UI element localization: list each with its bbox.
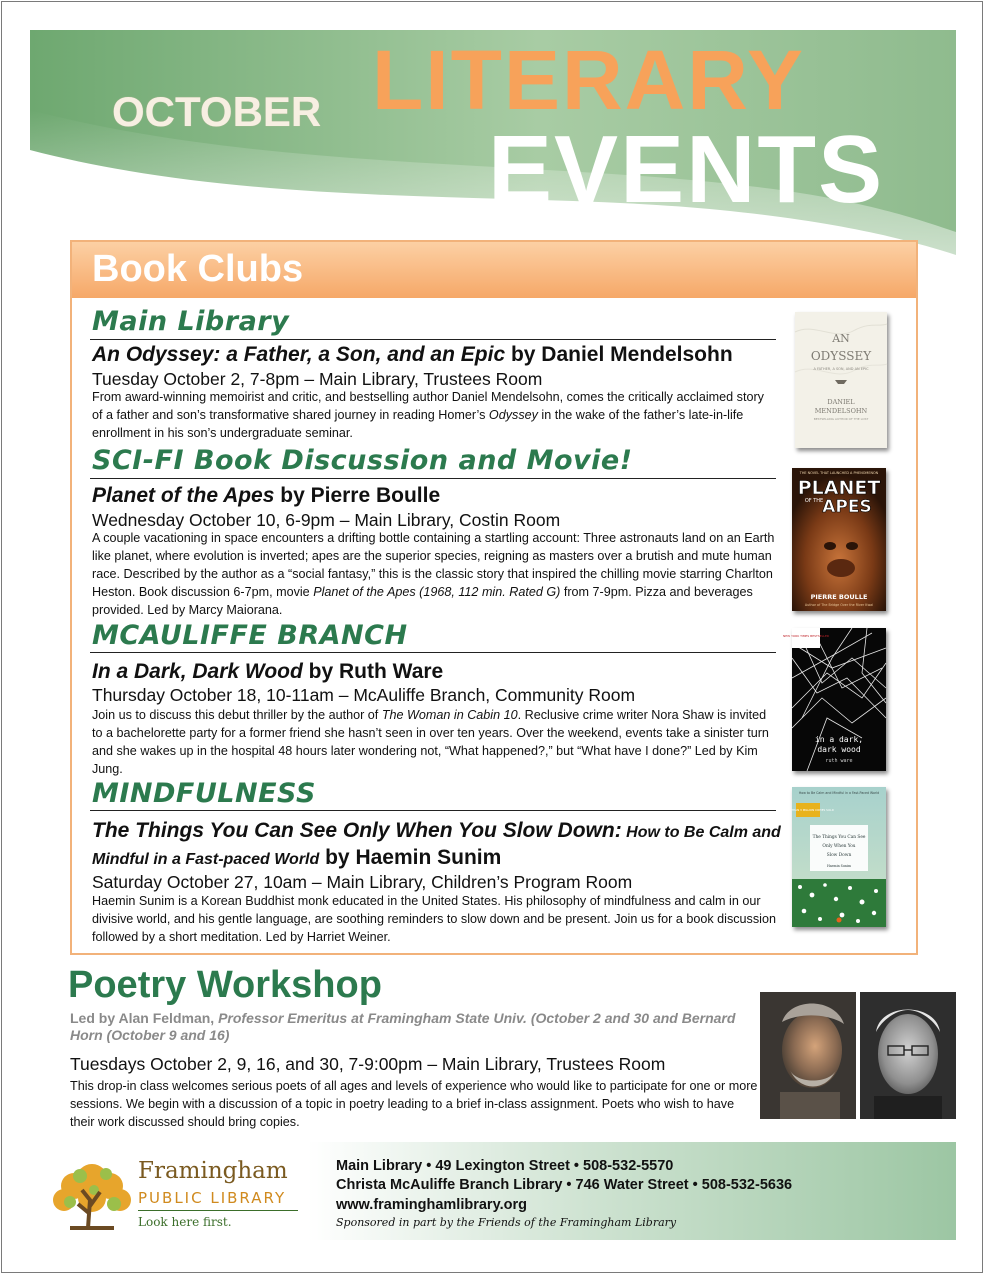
description-things: Haemin Sunim is a Korean Buddhist monk educated in the United States. His philosophy of mindfulness and calm in our divisive world, and his gentle language, are soothing reminders to slow down and be present. Join us for a book discussion followed by a short meditation. Led by Harriet Weiner. [92, 894, 776, 944]
cover-dark-wood-badge: NEW YORK TIMES BESTSELLER [783, 634, 829, 638]
cover-apes-title-3: APES [822, 497, 872, 517]
cover-odyssey-subtitle: A FATHER, A SON, AND AN EPIC [813, 367, 869, 371]
cover-things-art [782, 787, 886, 927]
title-events: EVENTS [488, 116, 885, 223]
tree-logo-icon [50, 1158, 134, 1230]
poetry-led-by: Led by Alan Feldman, Professor Emeritus at Framingham State Univ. (October 2 and 30 and Bernard Horn (October 9 and 16) [70, 1010, 736, 1043]
cover-dark-wood-title-2: dark wood [817, 745, 861, 754]
portrait-1-art [760, 992, 856, 1119]
cover-dark-wood-art [783, 628, 886, 771]
book-clubs-title: Book Clubs [92, 248, 304, 290]
book-cover-odyssey [795, 312, 887, 448]
cover-odyssey-title-2: ODYSSEY [810, 349, 872, 363]
poetry-time: Tuesdays October 2, 9, 16, and 30, 7-9:00pm – Main Library, Trustees Room [70, 1054, 666, 1074]
cover-things-title-1: The Things You Can See [812, 835, 866, 840]
cover-apes-title-2: OF THE [804, 498, 824, 504]
book-title-planet-of-the-apes: Planet of the Apes by Pierre Boulle [92, 484, 441, 507]
library-logo-subtitle: PUBLIC LIBRARY [138, 1189, 287, 1207]
description-planet-of-the-apes: A couple vacationing in space encounters a drifting bottle containing a startling account: Three astronauts land on an Earth like planet, where evolution is inverted; apes are the superior species, reigning as masters over a brutish and mute human race. Described by the author as a “social fantasy,” this is the classic story that inspired the chilling movie starring Charlton Heston. Book discussion 6-7pm, movie Planet of the Apes (1968, 112 min. Rated G) from 7-9pm. Pizza and beverages provided. Led by Marcy Maiorana. [92, 531, 775, 617]
book-title-things-line-2: Mindful in a Fast-paced World by Haemin Sunim [92, 846, 502, 869]
section-rule [90, 339, 776, 340]
poetry-description: This drop-in class welcomes serious poets of all ages and levels of experience who would like to participate for one or more sessions. We begin with a discussion of a topic in poetry leading to a brief in-class assignment. Poets who wish to have their work discussed should bring copies. [70, 1079, 758, 1129]
cover-things-top: How to Be Calm and Mindful in a Fast-Paced World [798, 791, 880, 795]
book-cover-things-you-can-see [782, 787, 886, 927]
event-time-dark-wood: Thursday October 18, 10-11am – McAuliffe Branch, Community Room [92, 685, 636, 705]
footer-main-library: Main Library • 49 Lexington Street • 508-532-5570 [336, 1158, 674, 1174]
cover-things-author: Haemin Sunim [826, 864, 852, 868]
book-cover-dark-wood [783, 628, 886, 771]
section-heading-mindfulness: MINDFULNESS [92, 778, 316, 809]
section-heading-main-library: Main Library [92, 306, 290, 337]
poetry-workshop-title: Poetry Workshop [68, 964, 382, 1006]
event-time-odyssey: Tuesday October 2, 7-8pm – Main Library, Trustees Room [92, 369, 543, 389]
title-october: OCTOBER [112, 88, 322, 135]
section-rule [90, 810, 776, 811]
cover-dark-wood-author: ruth ware [825, 758, 853, 764]
description-odyssey: From award-winning memoirist and critic, and bestselling author Daniel Mendelsohn, comes the critically acclaimed story of a father and son’s transformative shared journey in reading Homer’s Odyssey in the wake of the father’s late-in-life enrollment in his son’s undergraduate seminar. [92, 390, 764, 440]
cover-things-title-2: Only When You [822, 844, 856, 849]
cover-apes-author: PIERRE BOULLE [810, 593, 868, 601]
cover-odyssey-author-1: DANIEL [827, 398, 855, 406]
event-time-things: Saturday October 27, 10am – Main Library, Children’s Program Room [92, 872, 633, 892]
title-literary: LITERARY [372, 33, 805, 127]
cover-apes-art [792, 468, 886, 611]
book-title-things-line-1: The Things You Can See Only When You Slow Down: How to Be Calm and [92, 819, 781, 842]
section-rule [90, 652, 776, 653]
section-rule [90, 478, 776, 479]
book-clubs-banner [72, 242, 916, 298]
cover-odyssey-title-1: AN [832, 332, 850, 345]
footer-branch-library: Christa McAuliffe Branch Library • 746 Water Street • 508-532-5636 [336, 1177, 793, 1193]
library-logo-name: Framingham [138, 1158, 288, 1184]
portrait-2-art [860, 992, 956, 1119]
cover-apes-top: THE NOVEL THAT LAUNCHED A PHENOMENON [799, 471, 879, 475]
cover-apes-note: Author of The Bridge Over the River Kwai [804, 603, 874, 607]
book-title-dark-wood: In a Dark, Dark Wood by Ruth Ware [92, 660, 444, 683]
library-logo-tagline: Look here first. [138, 1215, 232, 1229]
cover-things-badge: MORE THAN 3 MILLION COPIES SOLD [782, 808, 834, 812]
description-dark-wood: Join us to discuss this debut thriller by the author of The Woman in Cabin 10. Reclusive crime writer Nora Shaw is invited to a bachelorette party for a former friend she hasn’t seen in over ten years. Over the weekend, events take a sinister turn and she wakes up in the hospital 48 hours later wondering not, “What happened?,” but “What have I done?” Led by Kim Jung. [92, 708, 769, 776]
section-heading-scifi: SCI-FI Book Discussion and Movie! [92, 445, 633, 476]
book-title-odyssey: An Odyssey: a Father, a Son, and an Epic by Daniel Mendelsohn [92, 343, 733, 366]
section-heading-mcauliffe: MCAULIFFE BRANCH [92, 620, 408, 651]
cover-odyssey-art [795, 312, 887, 448]
photo-alan-feldman [760, 992, 856, 1119]
logo-divider [138, 1210, 298, 1211]
event-time-planet-of-the-apes: Wednesday October 10, 6-9pm – Main Library, Costin Room [92, 510, 561, 530]
book-cover-planet-of-the-apes [792, 468, 886, 611]
cover-dark-wood-title-1: in a dark, [814, 735, 864, 744]
cover-apes-title-1: PLANET [797, 477, 881, 499]
footer-sponsor: Sponsored in part by the Friends of the Framingham Library [336, 1216, 677, 1229]
cover-things-title-3: Slow Down [826, 853, 852, 858]
cover-odyssey-author-2: MENDELSOHN [814, 407, 868, 415]
cover-odyssey-note: BESTSELLING AUTHOR OF THE LOST [813, 417, 869, 421]
footer-website-link[interactable]: www.framinghamlibrary.org [336, 1197, 527, 1213]
photo-bernard-horn [860, 992, 956, 1119]
